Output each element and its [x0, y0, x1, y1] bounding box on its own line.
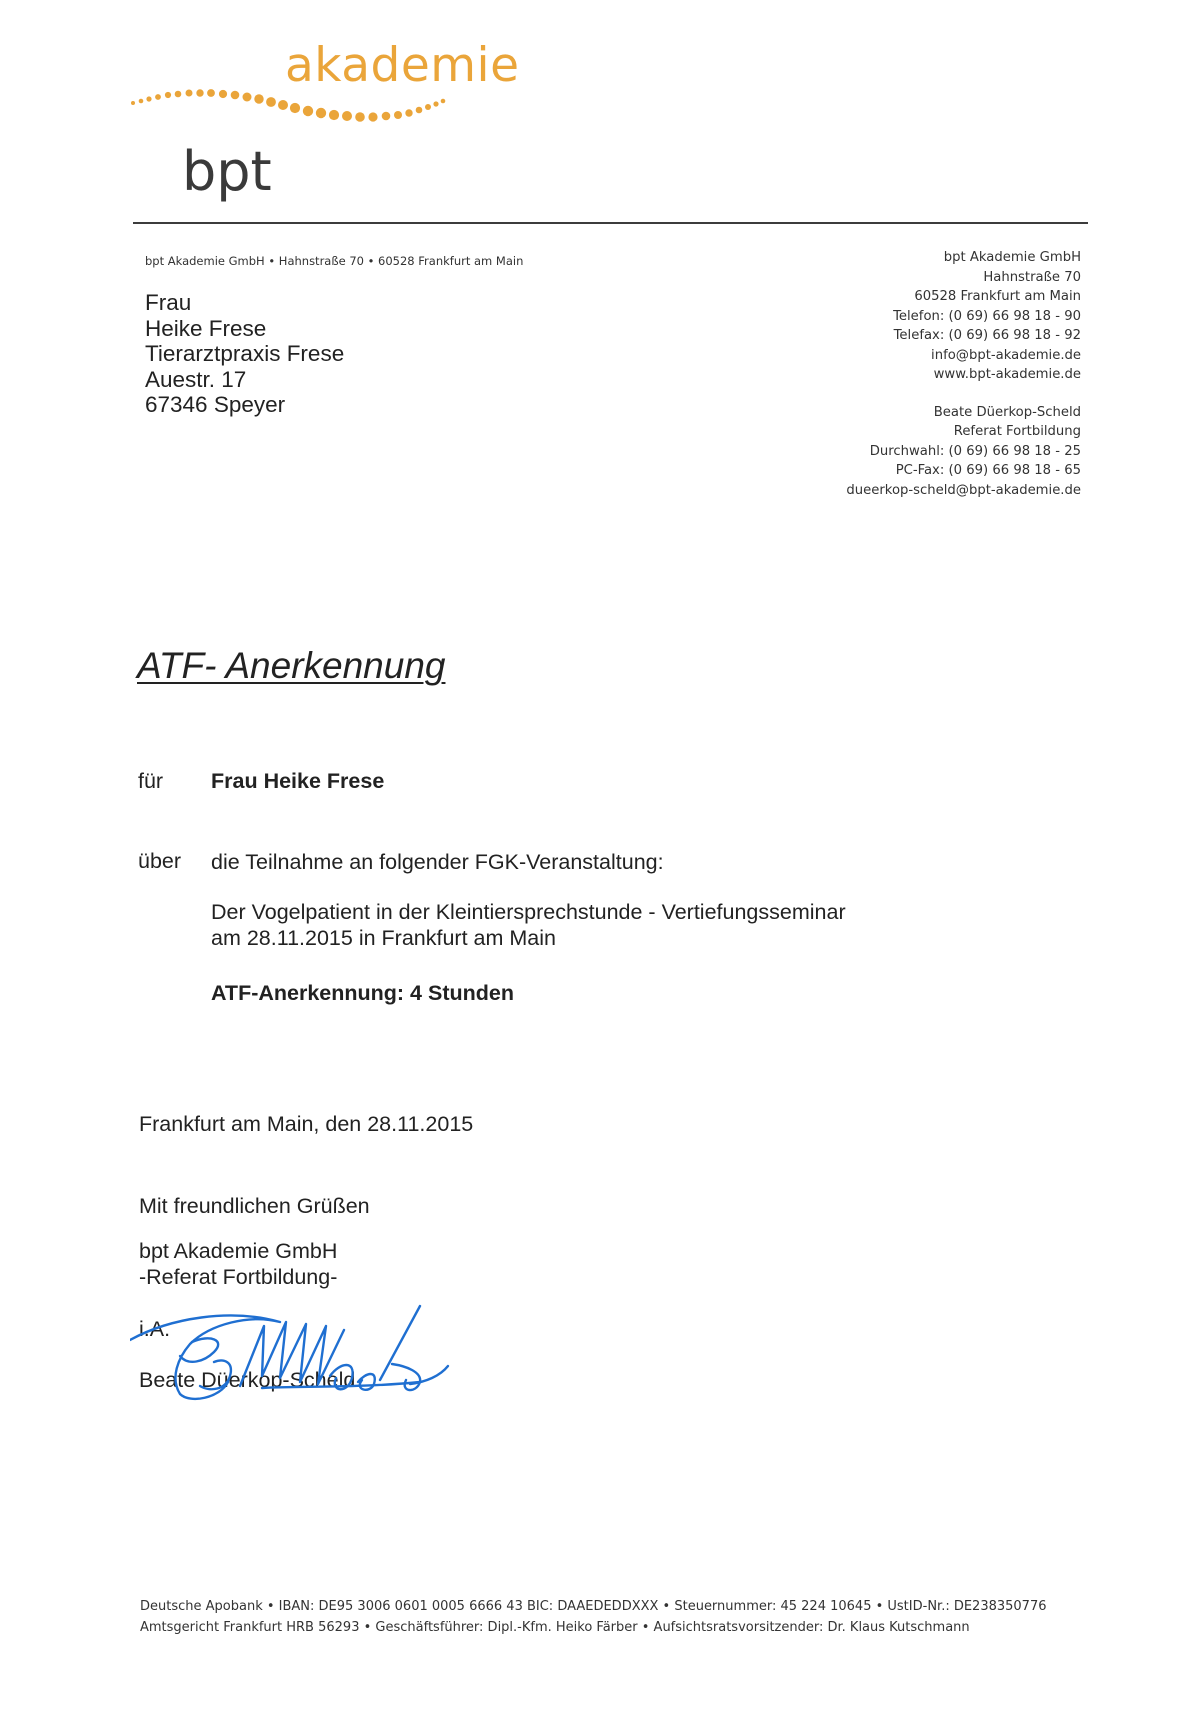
- address-street: Auestr. 17: [145, 366, 247, 392]
- dotted-wave-logo-icon: [128, 70, 488, 140]
- closing-block: [139, 1238, 337, 1290]
- contact-person-email: dueerkop-scheld@bpt-akademie.de: [846, 482, 1081, 498]
- sender-return-line: bpt Akademie GmbH • Hahnstraße 70 • 60528 Frankfurt am Main: [145, 254, 524, 268]
- event-description: [211, 899, 846, 951]
- document-title: ATF- Anerkennung: [137, 645, 446, 686]
- ia-label: i.A.: [139, 1317, 171, 1341]
- event-date-place: am 28.11.2015 in Frankfurt am Main: [211, 926, 556, 950]
- contact-city: 60528 Frankfurt am Main: [914, 289, 1081, 304]
- handwritten-signature: [130, 1296, 450, 1406]
- participation-text: die Teilnahme an folgender FGK-Veranstaltung:: [211, 850, 664, 874]
- address-practice: Tierarztpraxis Frese: [145, 341, 345, 366]
- header-divider: [133, 222, 1088, 224]
- contact-phone: Telefon: (0 69) 66 98 18 - 90: [893, 308, 1081, 324]
- address-salutation: Frau: [145, 290, 192, 315]
- signer-name: Beate Düerkop-Scheld: [139, 1368, 356, 1392]
- footer-bank-line: Deutsche Apobank • IBAN: DE95 3006 0601 0005 6666 43 BIC: DAAEDEDDXXX • Steuernummer: 45 224 10645 • UstID-Nr.: DE238350776: [140, 1599, 1047, 1614]
- contact-person: Beate Düerkop-Scheld: [933, 404, 1081, 420]
- contact-web: www.bpt-akademie.de: [933, 367, 1081, 382]
- contact-company: bpt Akademie GmbH: [943, 250, 1081, 265]
- place-date: Frankfurt am Main, den 28.11.2015: [139, 1112, 474, 1136]
- closing-company: bpt Akademie GmbH: [139, 1239, 338, 1263]
- logo-bpt-word: bpt: [182, 140, 272, 203]
- contact-fax: Telefax: (0 69) 66 98 18 - 92: [893, 328, 1081, 343]
- recipient-name: Frau Heike Frese: [211, 769, 385, 793]
- ueber-label: über: [138, 849, 182, 873]
- fuer-label: für: [138, 769, 164, 793]
- footer-register-line: Amtsgericht Frankfurt HRB 56293 • Geschäftsführer: Dipl.-Kfm. Heiko Färber • Aufsichtsratsvorsitzender: Dr. Klaus Kutschmann: [140, 1620, 970, 1635]
- address-city: 67346 Speyer: [145, 392, 286, 417]
- greeting: Mit freundlichen Grüßen: [139, 1194, 370, 1218]
- contact-department: Referat Fortbildung: [953, 424, 1081, 439]
- footer: [140, 1596, 1047, 1638]
- recipient-address-block: [145, 290, 344, 418]
- logo-akademie-word: akademie: [285, 38, 520, 93]
- contact-direct: Durchwahl: (0 69) 66 98 18 - 25: [869, 443, 1081, 459]
- event-title: Der Vogelpatient in der Kleintiersprechstunde - Vertiefungsseminar: [211, 900, 846, 924]
- contact-block: [846, 248, 1081, 500]
- credit-hours: ATF-Anerkennung: 4 Stunden: [211, 981, 514, 1005]
- contact-email: info@bpt-akademie.de: [931, 347, 1081, 363]
- contact-pcfax: PC-Fax: (0 69) 66 98 18 - 65: [895, 463, 1081, 478]
- contact-street: Hahnstraße 70: [983, 269, 1081, 285]
- closing-department: -Referat Fortbildung-: [139, 1265, 338, 1289]
- contact-gap: [846, 385, 1081, 403]
- address-name: Heike Frese: [145, 315, 267, 341]
